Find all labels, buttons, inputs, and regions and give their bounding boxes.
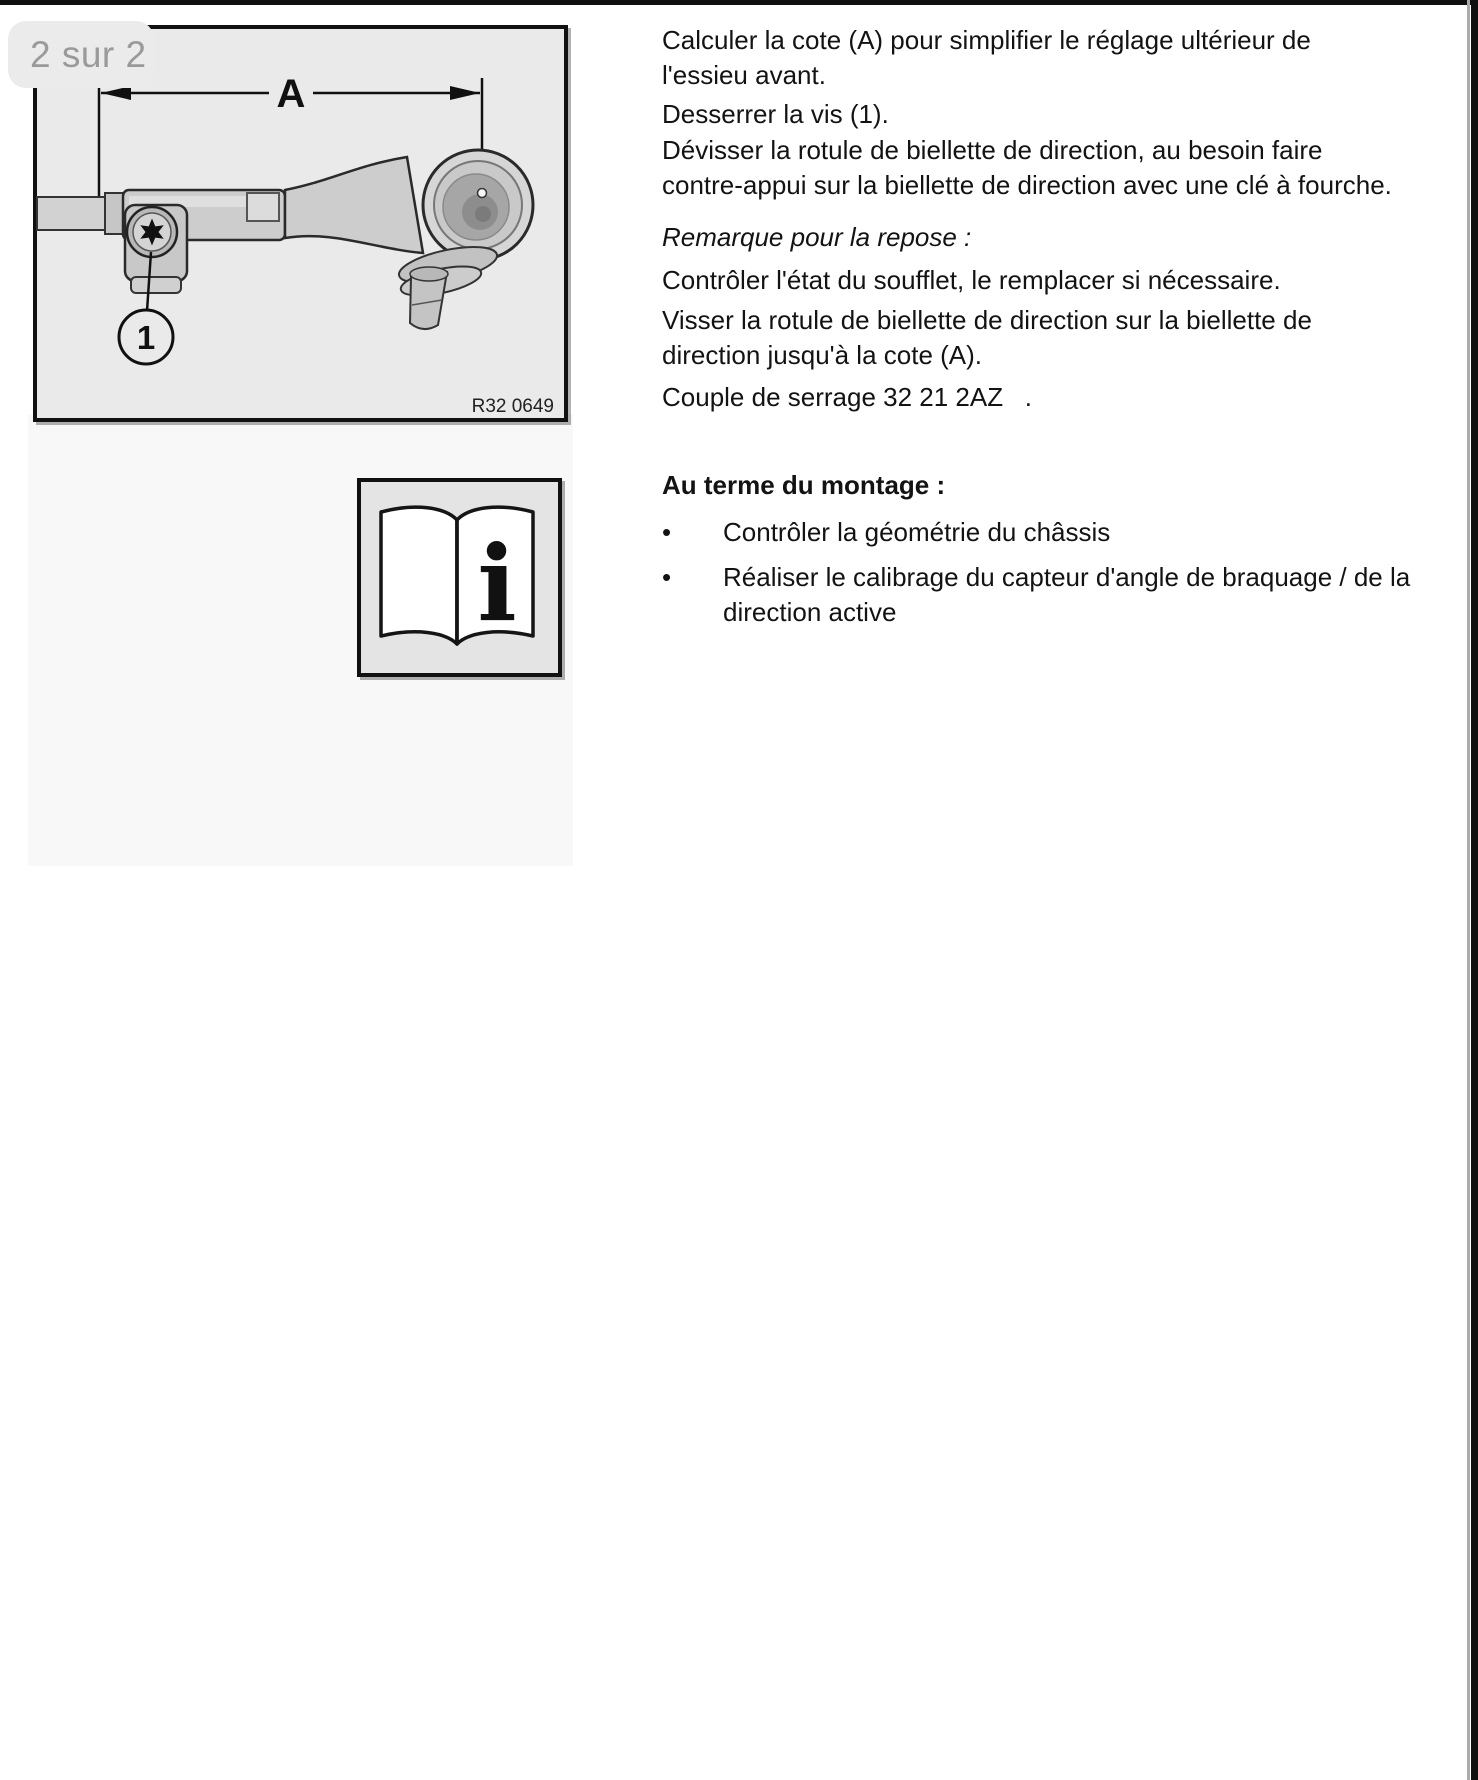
paragraph <box>662 23 1311 93</box>
paragraph <box>662 380 1032 415</box>
paragraph <box>662 133 1392 203</box>
paragraph <box>662 263 1281 298</box>
paragraph-line: Visser la rotule de biellette de direction sur la biellette de <box>662 305 1312 335</box>
paragraph <box>662 97 889 132</box>
paragraph-line: Couple de serrage 32 21 2AZ . <box>662 382 1033 412</box>
paragraph-line: contre-appui sur la biellette de direction avec une clé à fourche. <box>662 170 1392 200</box>
paragraph-line: Desserrer la vis (1). <box>662 99 889 129</box>
bullet-marker: • <box>662 562 672 592</box>
figure-ref-code: R32 0649 <box>471 396 554 417</box>
paragraph-line: Contrôler l'état du soufflet, le remplacer si nécessaire. <box>662 265 1281 295</box>
bullet-line: direction active <box>723 597 897 627</box>
bullet-text <box>723 515 1110 550</box>
page-indicator-text: 2 sur 2 <box>30 34 147 75</box>
bullet-line: Contrôler la géométrie du châssis <box>723 517 1111 547</box>
note-line: Remarque pour la repose : <box>662 222 972 252</box>
bullet-line: Réaliser le calibrage du capteur d'angle de braquage / de la <box>723 562 1411 592</box>
info-glyph: i <box>477 522 517 645</box>
paragraph-line: direction jusqu'à la cote (A). <box>662 340 983 370</box>
paragraph <box>662 303 1312 373</box>
bullet-marker: • <box>662 517 672 547</box>
bullet-item <box>662 515 1110 550</box>
page-indicator-badge <box>8 21 154 88</box>
paragraph-line: l'essieu avant. <box>662 60 826 90</box>
bullet-item <box>662 560 1410 630</box>
paragraph-line: Calculer la cote (A) pour simplifier le réglage ultérieur de <box>662 25 1311 55</box>
note-paragraph <box>662 220 971 255</box>
heading-line: Au terme du montage : <box>662 470 946 500</box>
paragraph-line: Dévisser la rotule de biellette de direction, au besoin faire <box>662 135 1323 165</box>
dimension-label: A <box>276 72 306 116</box>
bullet-text <box>723 560 1410 630</box>
part-label: 1 <box>136 319 156 356</box>
section-heading <box>662 468 945 503</box>
